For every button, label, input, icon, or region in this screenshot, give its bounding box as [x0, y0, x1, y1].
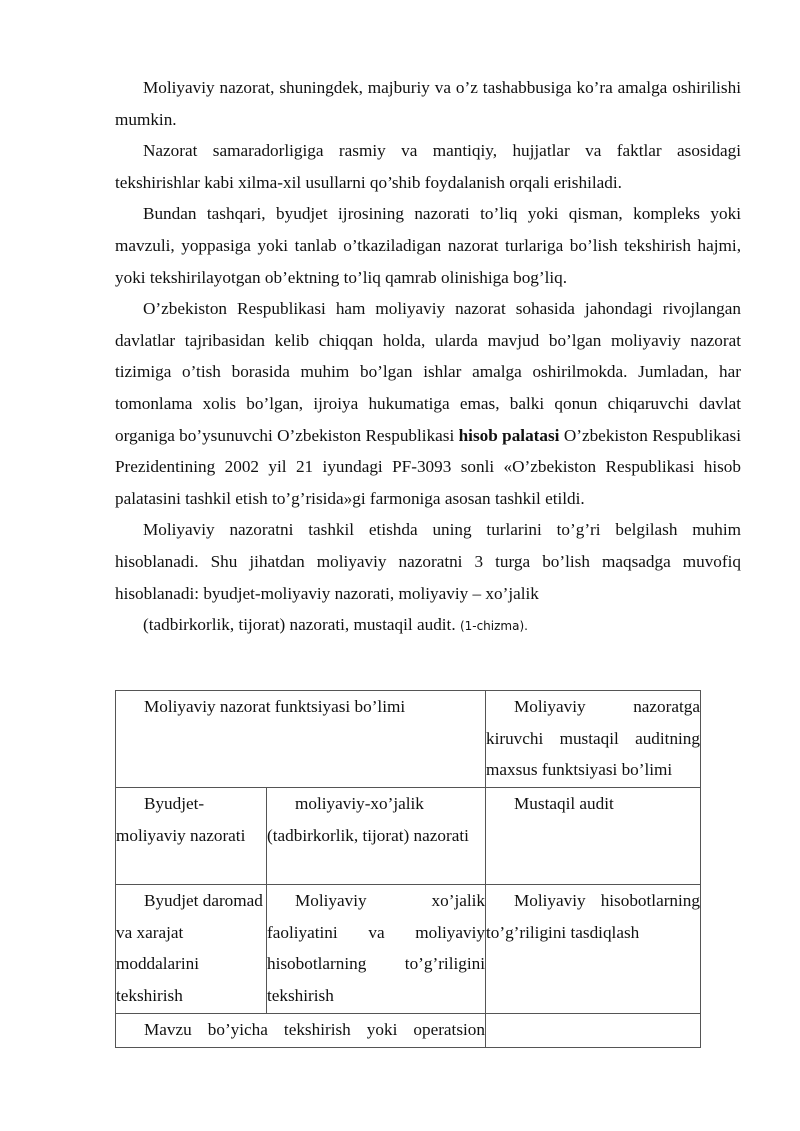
table-header-left-text: Moliyaviy nazorat funktsiyasi bo’limi — [144, 697, 406, 716]
table-header-left — [116, 691, 486, 788]
paragraph-1: Moliyaviy nazorat, shuningdek, majburiy va o’z tashabbusiga ko’ra amalga oshirilishi mumkin. — [115, 78, 741, 129]
table-row — [116, 885, 701, 1014]
table-cell-text: moliyaviy-xo’jalik (tadbirkorlik, tijorat) nazorati — [267, 794, 469, 845]
paragraph-4-bold-term: hisob palatasi — [458, 425, 560, 445]
table-cell — [267, 885, 486, 1014]
paragraph-3: Bundan tashqari, byudjet ijrosining nazorati to’liq yoki qisman, kompleks yoki mavzuli, yoppasiga yoki tanlab o’tkaziladigan nazorat turlariga bo’lish tekshirish hajmi, yoki tekshirilayotgan ob’ektning to’liq qamrab olinishiga bog’liq. — [115, 204, 741, 287]
table-cell — [267, 788, 486, 885]
table-cell-text: Moliyaviy hisobotlarning to’g’riligini tasdiqlash — [486, 891, 700, 942]
table-cell-text: Mavzu bo’yicha tekshirish yoki operatsion — [144, 1020, 485, 1039]
table-header-right-text: Moliyaviy nazoratga kiruvchi mustaqil auditning maxsus funktsiyasi bo’limi — [486, 697, 700, 780]
table-row — [116, 1014, 701, 1048]
table-header-right — [486, 691, 701, 788]
paragraph-5: Moliyaviy nazoratni tashkil etishda uning turlarini to’g’ri belgilash muhim hisoblanadi. Shu jihatdan moliyaviy nazoratni 3 turga bo’lish maqsadga muvofiq hisoblanadi: byudjet-moliyaviy nazorati, moliyaviy – xo’jalik — [115, 520, 741, 603]
paragraph-6 — [115, 609, 741, 643]
table-cell — [486, 885, 701, 1014]
table-cell — [116, 885, 267, 1014]
table-cell-text: Moliyaviy xo’jalik faoliyatini va moliyaviy hisobotlarning to’g’riligini tekshirish — [267, 891, 485, 1005]
paragraph-4-text-a: O’zbekiston Respublikasi ham moliyaviy nazorat sohasida jahondagi rivojlangan davlatlar tajribasidan kelib chiqqan holda, ularda mavjud bo’lgan moliyaviy nazorat tizimiga o’tish borasida muhim bo’lgan ishlar amalga oshirilmokda. Jumladan, har tomonlama xolis bo’lgan, ijroiya hukumatiga emas, balki qonun chiqaruvchi davlat organiga bo’ysunuvchi O’zbekiston Respublikasi — [115, 299, 741, 445]
table-cell — [486, 1014, 701, 1048]
paragraph-6-text: (tadbirkorlik, tijorat) nazorati, mustaqil audit. — [143, 615, 456, 635]
table-cell — [486, 788, 701, 885]
document-body — [115, 72, 741, 643]
table-cell — [116, 788, 267, 885]
table-row — [116, 788, 701, 885]
table-cell — [116, 1014, 486, 1048]
table-cell-text: Mustaqil audit — [514, 794, 614, 813]
paragraph-4-text-b: O’zbekiston Respublikasi Prezidentining 2002 yil 21 iyundagi PF-3093 sonli «O’zbekiston Respublikasi hisob palatasini tashkil etish to’g’risida»gi farmoniga asosan tashkil etildi. — [115, 425, 741, 508]
table-row — [116, 691, 701, 788]
nazorat-table — [115, 690, 701, 1048]
table-cell-text: Byudjet daromad va xarajat moddalarini tekshirish — [116, 891, 263, 1005]
table-cell-text: Byudjet-moliyaviy nazorati — [116, 794, 246, 845]
paragraph-4 — [115, 293, 741, 514]
paragraph-2: Nazorat samaradorligiga rasmiy va mantiqiy, hujjatlar va faktlar asosidagi tekshirishlar kabi xilma-xil usullarni qo’shib foydalanish orqali erishiladi. — [115, 141, 741, 192]
figure-reference: (1-chizma). — [459, 619, 528, 634]
